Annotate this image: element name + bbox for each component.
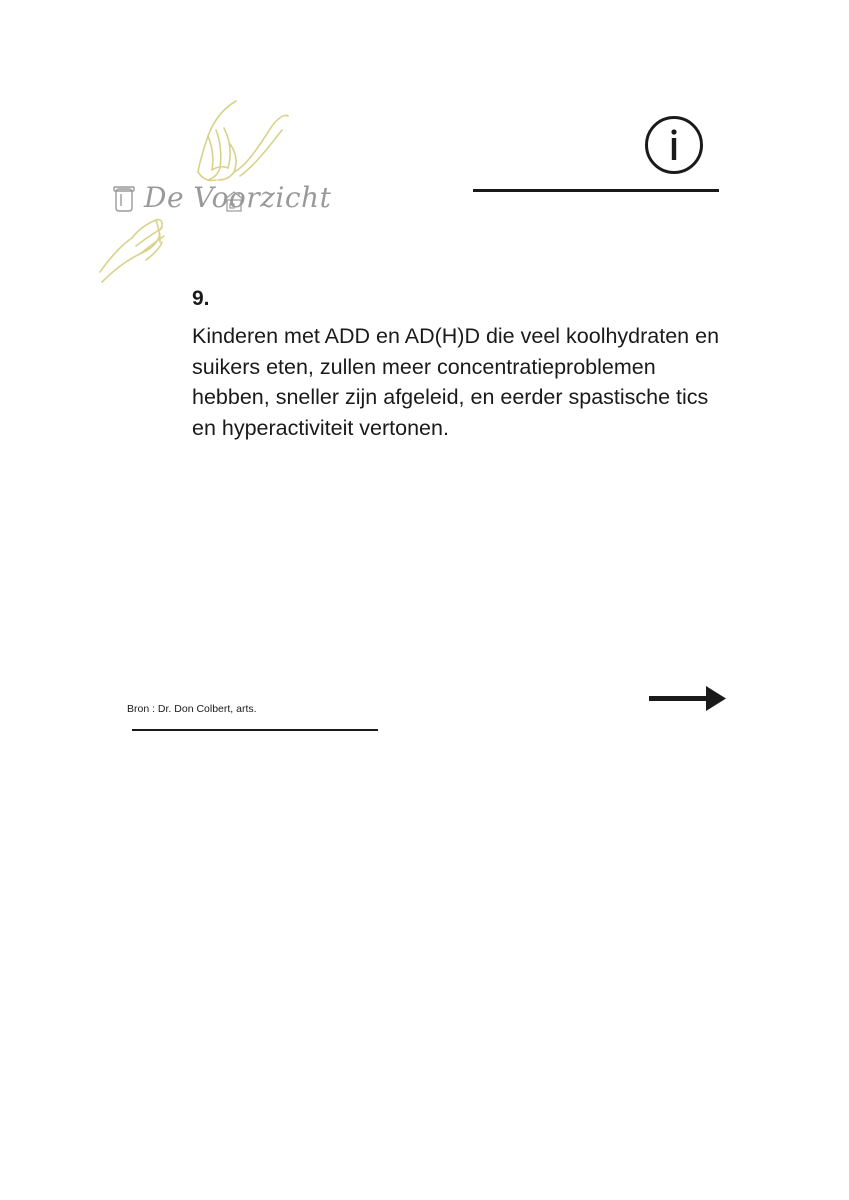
footer-divider xyxy=(132,729,378,731)
info-icon xyxy=(644,115,704,175)
logo xyxy=(96,96,332,288)
item-text: Kinderen met ADD en AD(H)D die veel koolhydraten en suikers eten, zullen meer concentratieproblemen hebben, sneller zijn afgeleid, en eerder spastische tics en hyperactiviteit vertonen. xyxy=(192,324,720,440)
item-number: 9. xyxy=(192,287,210,310)
logo-text: De Voorzicht xyxy=(144,181,332,214)
arrow-right-icon[interactable] xyxy=(648,683,728,715)
header-divider xyxy=(473,189,719,192)
source-citation: Bron : Dr. Don Colbert, arts. xyxy=(127,703,257,715)
